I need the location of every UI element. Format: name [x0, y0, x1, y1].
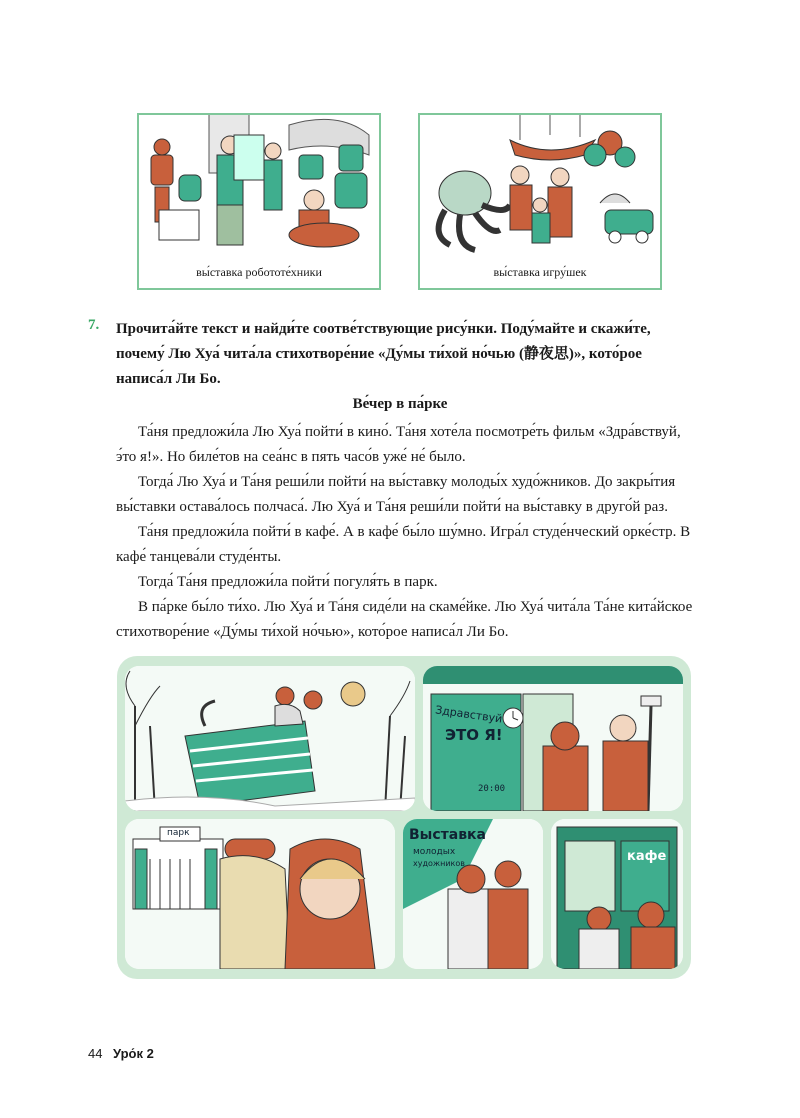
- comic-strip: [117, 656, 691, 979]
- exhibition-sign-line2: молодых: [413, 847, 456, 857]
- story-paragraph: Тогда́ Та́ня предложи́ла пойти́ погуля́ть в парк.: [138, 574, 438, 590]
- task-number: 7.: [88, 317, 100, 333]
- toys-caption: вы́ставка игру́шек: [493, 265, 587, 279]
- exhibition-sign-line3: художников: [413, 859, 465, 868]
- comic-panel-park-bench: [125, 666, 415, 811]
- story-paragraph: Та́ня предложи́ла Лю Хуа́ пойти́ в кино́. Та́ня хоте́ла посмотре́ть фильм «Здра́вствуй, э́то я!». Но биле́тов на сеа́нс в пять часо́в уже́ не́ было.: [116, 424, 681, 465]
- comic-panel-cafe: [551, 819, 683, 969]
- lesson-label: Уро́к 2: [113, 1046, 154, 1061]
- robotics-exhibition-picture: [137, 113, 381, 290]
- cafe-sign: кафе: [627, 849, 667, 864]
- comic-panel-exhibition: [403, 819, 543, 969]
- exhibition-sign-title: Выставка: [409, 827, 486, 843]
- story-paragraph: Та́ня предложи́ла пойти́ в кафе́. А в кафе́ бы́ло шу́мно. Игра́л студе́нческий орке́стр. В кафе́ танцева́ли студе́нты.: [116, 524, 691, 565]
- cinema-showtime: 20:00: [478, 784, 506, 794]
- robotics-caption: вы́ставка робототе́хники: [196, 265, 322, 279]
- story-title: Ве́чер в па́рке: [352, 396, 448, 412]
- toys-illustration: [420, 115, 660, 288]
- comic-panel-cinema: [423, 666, 683, 811]
- robotics-illustration: [139, 115, 379, 288]
- park-sign: парк: [167, 828, 190, 838]
- cinema-sign-subtitle: ЭТО Я!: [445, 726, 503, 744]
- toy-exhibition-picture: [418, 113, 662, 290]
- task-instruction: Прочита́йте текст и найди́те соотве́тствующие рису́нки. Поду́майте и скажи́те, почему́ Лю Хуа́ чита́ла стихотворе́ние «Ду́мы ти́хой но́чью (静夜思)», кото́рое написа́л Ли Бо.: [116, 321, 651, 387]
- story-paragraph: В па́рке бы́ло ти́хо. Лю Хуа́ и Та́ня сиде́ли на скаме́йке. Лю Хуа́ чита́ла Та́не кита́йское стихотворе́ние «Ду́мы ти́хой но́чью», кото́рое написа́л Ли Бо.: [116, 599, 693, 640]
- story-paragraph: Тогда́ Лю Хуа́ и Та́ня реши́ли пойти́ на вы́ставку молоды́х худо́жников. До закры́тия вы́ставки остава́лось полчаса́. Лю Хуа́ и Та́ня реши́ли пойти́ на вы́ставку в друго́й раз.: [116, 474, 676, 515]
- comic-panel-park-gate: [125, 819, 395, 969]
- page-number: 44: [88, 1046, 103, 1061]
- cinema-sign-title: Здравствуй: [434, 703, 504, 726]
